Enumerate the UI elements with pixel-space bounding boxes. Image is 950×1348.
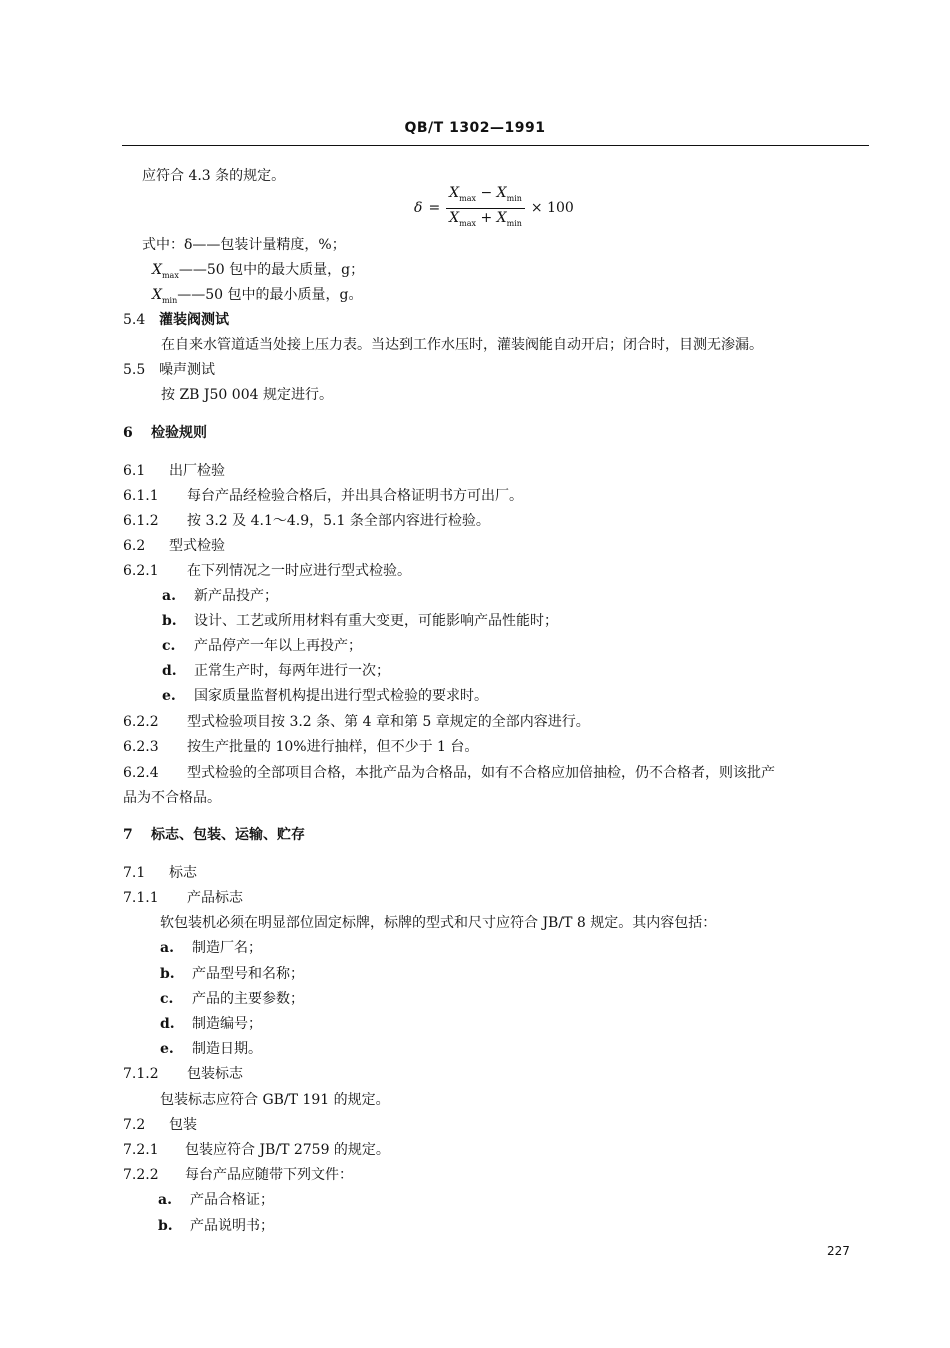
- section-7-1-2: 7.1.2 包装标志: [123, 1066, 243, 1082]
- section-6-1-1: 6.1.1 每台产品经检验合格后，并出具合格证明书方可出厂。: [123, 488, 523, 504]
- list-item: d. 正常生产时，每两年进行一次；: [162, 663, 390, 679]
- section-6-2-4: 6.2.4 型式检验的全部项目合格，本批产品为合格品，如有不合格应加倍抽检，仍不合格者，则该批产: [123, 765, 775, 781]
- section-6-2-1: 6.2.1 在下列情况之一时应进行型式检验。: [123, 563, 411, 579]
- formula-multiplier: × 100: [530, 200, 574, 216]
- section-5-4-body: 在自来水管道适当处接上压力表。当达到工作水压时，灌装阀能自动开启；闭合时，目测无渗漏。: [161, 337, 763, 353]
- formula-lhs: δ: [414, 200, 423, 216]
- section-5-5-body: 按 ZB J50 004 规定进行。: [161, 387, 333, 403]
- section-7-2: 7.2 包装: [123, 1117, 197, 1133]
- section-7-1: 7.1 标志: [123, 865, 197, 881]
- list-item: c. 产品的主要参数；: [160, 991, 304, 1007]
- list-item: a. 新产品投产；: [162, 588, 278, 604]
- header-rule: [122, 145, 869, 146]
- chapter-6-heading: 6 检验规则: [123, 425, 207, 441]
- list-item: a. 产品合格证；: [158, 1192, 274, 1208]
- list-item: c. 产品停产一年以上再投产；: [162, 638, 362, 654]
- section-6-2: 6.2 型式检验: [123, 538, 225, 554]
- list-item: e. 国家质量监督机构提出进行型式检验的要求时。: [162, 688, 488, 704]
- list-item: d. 制造编号；: [160, 1016, 262, 1032]
- list-item: a. 制造厂名；: [160, 940, 262, 956]
- list-item: b. 设计、工艺或所用材料有重大变更，可能影响产品性能时；: [162, 613, 558, 629]
- running-header: QB/T 1302—1991: [404, 120, 546, 136]
- section-6-1: 6.1 出厂检验: [123, 463, 225, 479]
- list-item: e. 制造日期。: [160, 1041, 262, 1057]
- intro-text: 应符合 4.3 条的规定。: [142, 168, 286, 184]
- section-6-2-3: 6.2.3 按生产批量的 10%进行抽样，但不少于 1 台。: [123, 739, 479, 755]
- section-7-1-1: 7.1.1 产品标志: [123, 890, 243, 906]
- chapter-7-heading: 7 标志、包装、运输、贮存: [123, 827, 305, 843]
- list-item: b. 产品说明书；: [158, 1218, 274, 1234]
- section-6-2-2: 6.2.2 型式检验项目按 3.2 条、第 4 章和第 5 章规定的全部内容进行。: [123, 714, 590, 730]
- list-item: b. 产品型号和名称；: [160, 966, 304, 982]
- section-7-1-2-body: 包装标志应符合 GB/T 191 的规定。: [160, 1092, 390, 1108]
- section-5-4: 5.4 灌装阀测试: [123, 312, 229, 328]
- section-6-2-4-cont: 品为不合格品。: [123, 790, 221, 806]
- formula-denominator: $X_{max} + X_{min}$: [449, 209, 522, 228]
- where-xmin: $X_{min}——50$ 包中的最小质量，g。: [152, 287, 363, 305]
- section-7-2-2: 7.2.2 每台产品应随带下列文件：: [123, 1167, 353, 1183]
- formula-fraction: [446, 185, 525, 232]
- formula-equals: =: [428, 200, 441, 216]
- section-5-5: 5.5 噪声测试: [123, 362, 215, 378]
- section-7-1-1-body: 软包装机必须在明显部位固定标牌，标牌的型式和尺寸应符合 JB/T 8 规定。其内容包括：: [160, 915, 717, 931]
- section-7-2-1: 7.2.1 包装应符合 JB/T 2759 的规定。: [123, 1142, 390, 1158]
- page-number: 227: [827, 1244, 850, 1258]
- formula-numerator: $X_{max} - X_{min}$: [446, 185, 525, 209]
- where-xmax: $X_{max}——50$ 包中的最大质量，g；: [152, 262, 365, 280]
- section-6-1-2: 6.1.2 按 3.2 及 4.1～4.9，5.1 条全部内容进行检验。: [123, 513, 490, 529]
- precision-formula: [414, 184, 574, 228]
- where-delta: 式中：δ——包装计量精度，%；: [142, 237, 346, 253]
